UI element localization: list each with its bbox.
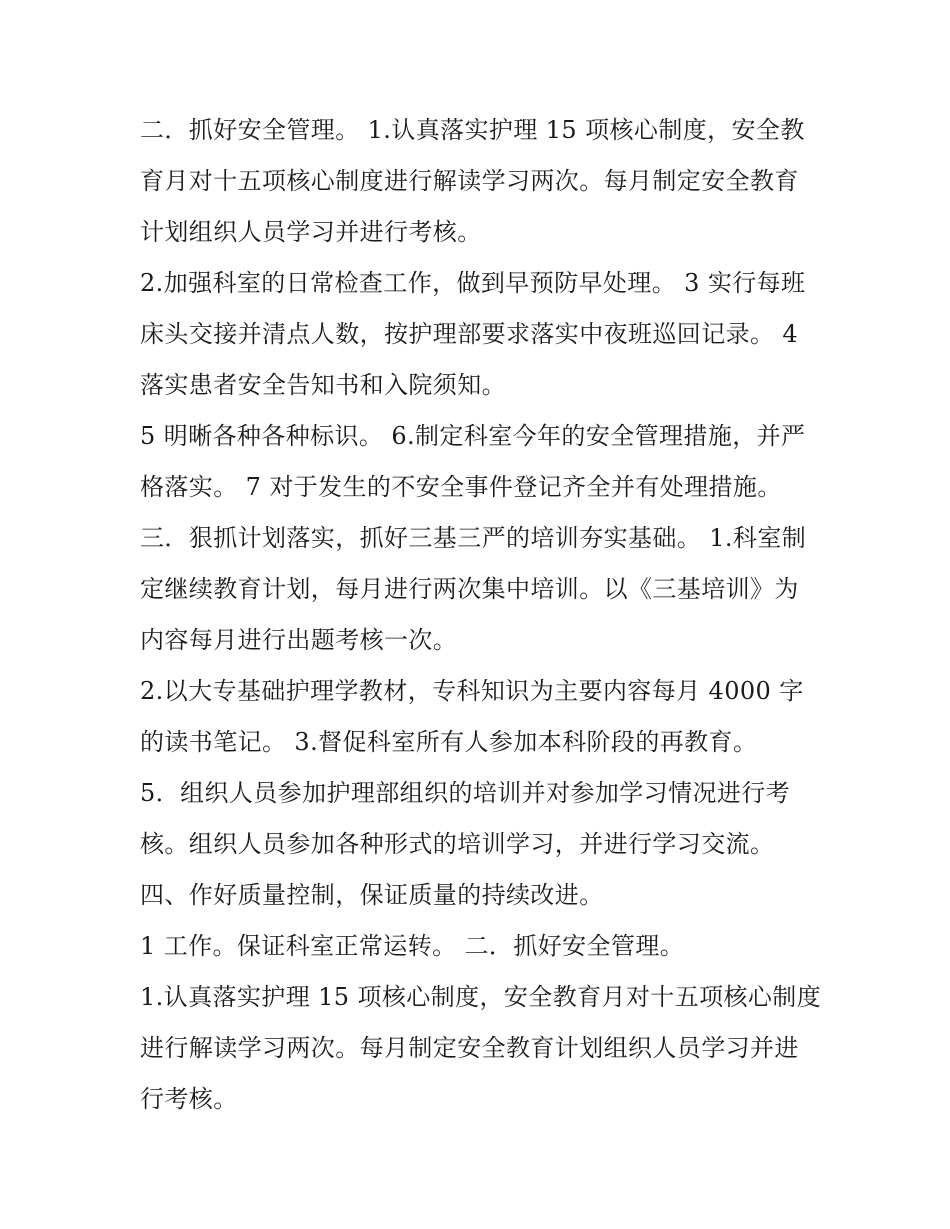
text-line: 二．抓好安全管理。 1.认真落实护理 15 项核心制度，安全教 [140, 116, 805, 144]
text-line: 四、作好质量控制，保证质量的持续改进。 [140, 881, 604, 909]
text-line: 进行解读学习两次。每月制定安全教育计划组织人员学习并进 [140, 1034, 799, 1062]
text-line: 2.以大专基础护理学教材，专科知识为主要内容每月 4000 字 [140, 677, 804, 705]
text-line: 格落实。 7 对于发生的不安全事件登记齐全并有处理措施。 [140, 473, 782, 501]
text-line: 1.认真落实护理 15 项核心制度，安全教育月对十五项核心制度 [140, 983, 822, 1011]
text-line: 行考核。 [140, 1085, 238, 1113]
text-line: 计划组织人员学习并进行考核。 [140, 218, 482, 246]
text-line: 2.加强科室的日常检查工作，做到早预防早处理。 3 实行每班 [140, 269, 806, 297]
text-line: 核。组织人员参加各种形式的培训学习，并进行学习交流。 [140, 830, 775, 858]
text-line: 5．组织人员参加护理部组织的培训并对参加学习情况进行考 [140, 779, 791, 807]
text-line: 三．狠抓计划落实，抓好三基三严的培训夯实基础。 1.科室制 [140, 524, 807, 552]
text-line: 定继续教育计划，每月进行两次集中培训。以《三基培训》为 [140, 575, 799, 603]
text-line: 1 工作。保证科室正常运转。 二．抓好安全管理。 [140, 932, 685, 960]
text-line: 的读书笔记。 3.督促科室所有人参加本科阶段的再教育。 [140, 728, 758, 756]
document-body [140, 105, 822, 1125]
text-line: 5 明晰各种各种标识。 6.制定科室今年的安全管理措施，并严 [140, 422, 806, 450]
text-line: 内容每月进行出题考核一次。 [140, 626, 458, 654]
text-line: 落实患者安全告知书和入院须知。 [140, 371, 506, 399]
text-line: 床头交接并清点人数，按护理部要求落实中夜班巡回记录。 4 [140, 320, 799, 348]
text-line: 育月对十五项核心制度进行解读学习两次。每月制定安全教育 [140, 167, 799, 195]
